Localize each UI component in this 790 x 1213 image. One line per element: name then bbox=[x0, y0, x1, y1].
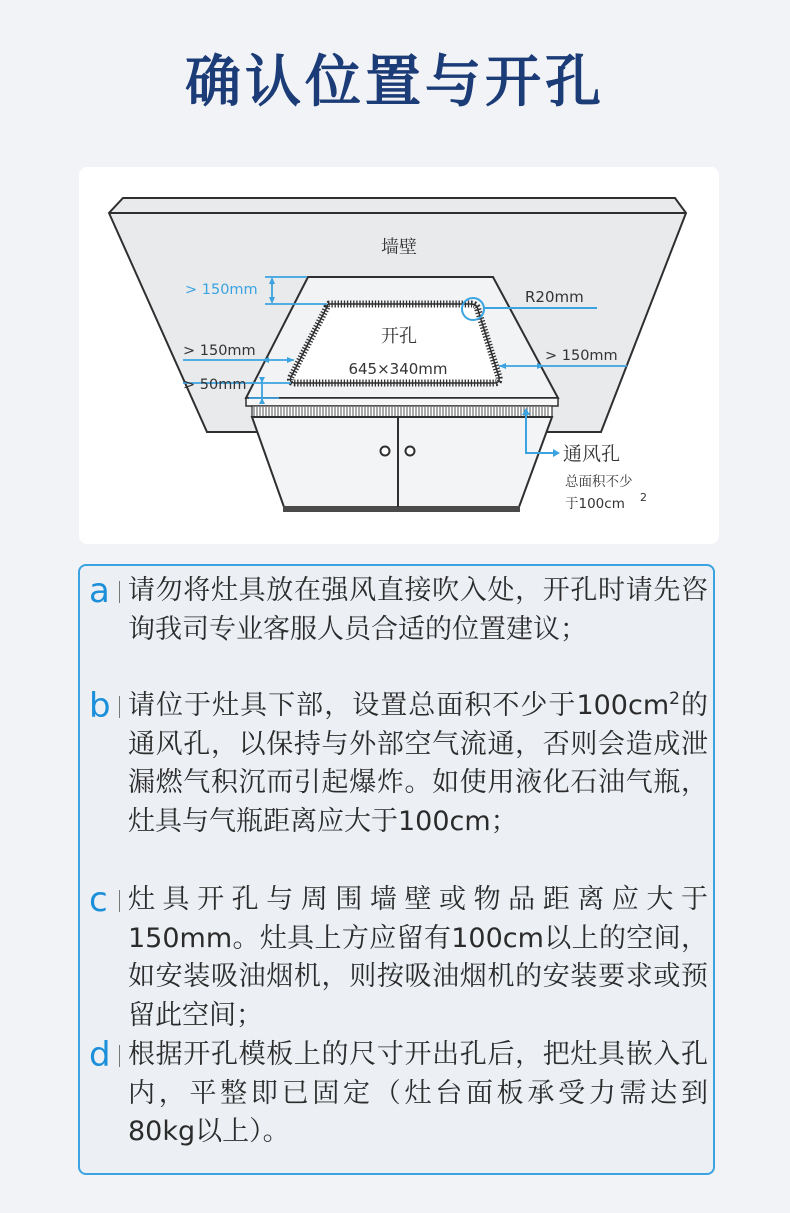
note-b-text bbox=[128, 687, 708, 841]
front-clearance-label: > 50mm bbox=[183, 377, 247, 393]
note-b-letter: b bbox=[89, 686, 111, 726]
note-b-text-part1: 请位于灶具下部，设置总面积不少于100cm bbox=[128, 690, 670, 721]
installation-notes-box bbox=[78, 564, 715, 1175]
note-a-text: 请勿将灶具放在强风直接吹入处，开孔时请先咨询我司专业客服人员合适的位置建议； bbox=[128, 575, 708, 645]
radius-label: R20mm bbox=[525, 288, 584, 306]
vent-note-superscript: 2 bbox=[640, 491, 647, 504]
installation-diagram bbox=[79, 167, 719, 544]
note-d-divider bbox=[119, 1045, 120, 1067]
note-b-text-part2: 的通风孔，以保持与外部空气流通，否则会造成泄漏燃气积沉而引起爆炸。如使用液化石油气瓶，灶具与气瓶距离应大于100cm； bbox=[128, 690, 708, 837]
right-clearance-label: > 150mm bbox=[545, 348, 618, 364]
note-d-letter: d bbox=[89, 1035, 111, 1075]
vent-stripe-band bbox=[252, 406, 552, 417]
installation-diagram-card bbox=[79, 167, 719, 544]
wall-label: 墙壁 bbox=[381, 237, 417, 258]
page-title: 确认位置与开孔 bbox=[185, 50, 605, 115]
vent-note-line2: 于100cm bbox=[565, 496, 625, 512]
note-a-letter: a bbox=[89, 571, 110, 611]
cabinet-body bbox=[252, 417, 552, 507]
note-c-divider bbox=[119, 890, 120, 912]
top-clearance-label: > 150mm bbox=[185, 282, 258, 298]
note-c-letter: c bbox=[89, 880, 108, 920]
vent-note-line1: 总面积不少 bbox=[565, 474, 633, 490]
vent-label: 通风孔 bbox=[563, 443, 621, 465]
note-b-superscript: 2 bbox=[669, 689, 680, 709]
note-a-divider bbox=[119, 581, 120, 603]
cabinet-knob-left bbox=[381, 447, 390, 456]
cabinet-base bbox=[283, 506, 520, 512]
countertop-edge bbox=[246, 398, 558, 406]
left-clearance-label: > 150mm bbox=[183, 343, 256, 359]
note-c-text: 灶具开孔与周围墙壁或物品距离应大于150mm。灶具上方应留有100cm以上的空间，如安装吸油烟机，则按吸油烟机的安装要求或预留此空间； bbox=[128, 884, 708, 1031]
cutout-label: 开孔 bbox=[381, 326, 417, 347]
cabinet-knob-right bbox=[406, 447, 415, 456]
cutout-size-label: 645×340mm bbox=[348, 360, 448, 378]
note-d-text: 根据开孔模板上的尺寸开出孔后，把灶具嵌入孔内，平整即已固定（灶台面板承受力需达到80kg以上）。 bbox=[128, 1039, 708, 1147]
note-b-divider bbox=[119, 696, 120, 718]
